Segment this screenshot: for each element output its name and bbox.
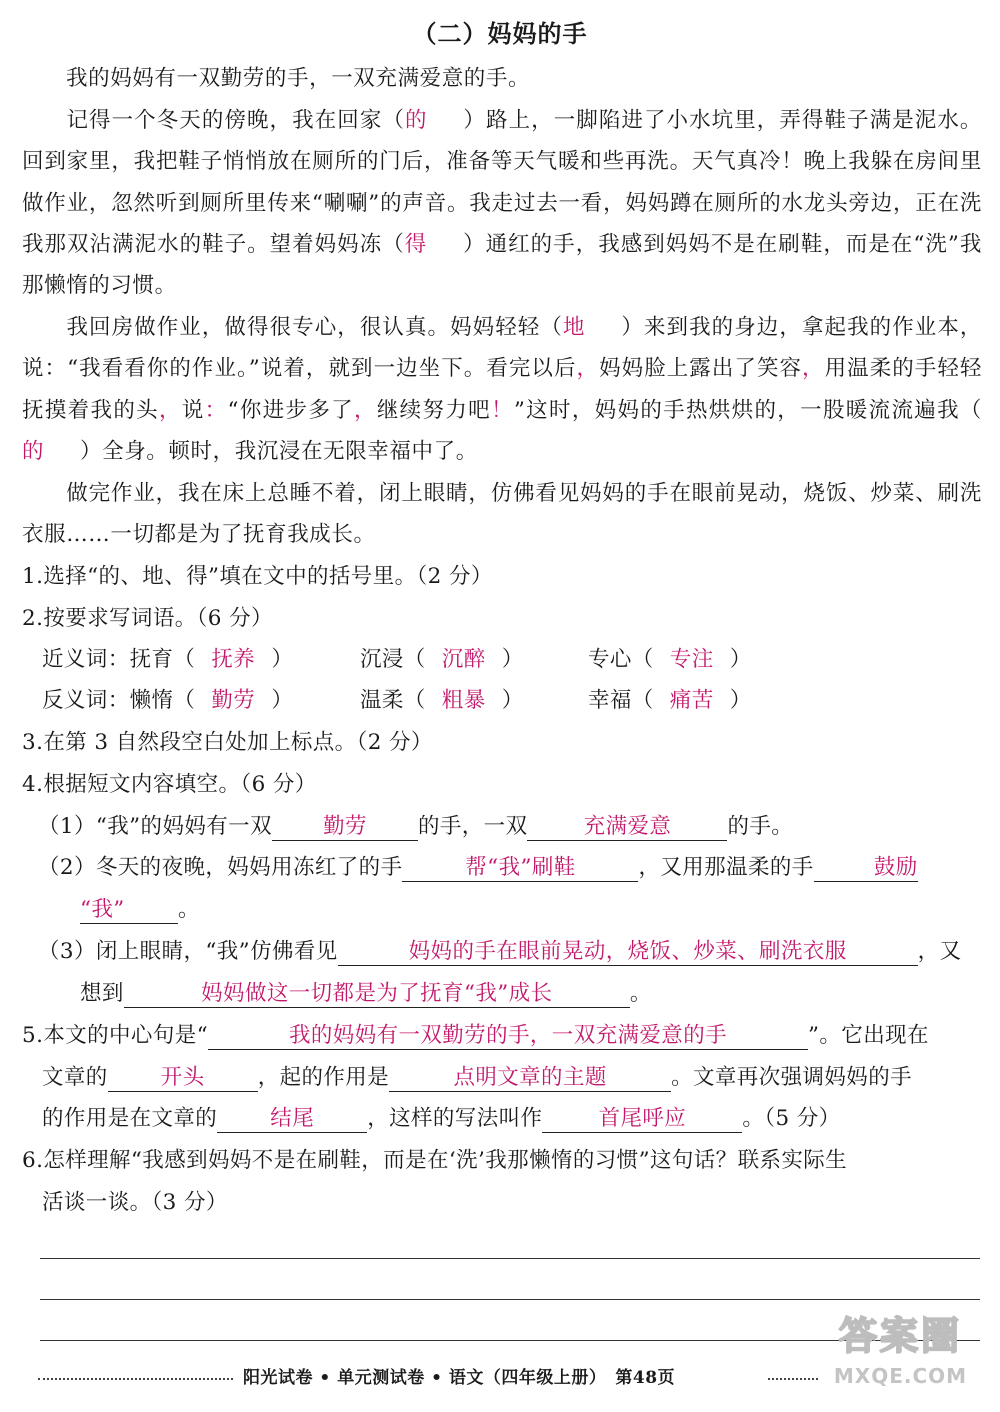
paragraph-4: 做完作业，我在床上总睡不着，闭上眼睛，仿佛看见妈妈的手在眼前晃动，烧饭、炒菜、刷洗衣服……一切都是为了抚育我成长。 (22, 481, 982, 548)
antonym-row-3: 幸福（ 痛苦 ） (588, 686, 752, 716)
answer-line: 勤劳 (272, 814, 418, 841)
answer-blank-de-2: 得 (404, 231, 427, 257)
answer-line: “我” (80, 897, 178, 924)
question-5-line-2: 文章的 开头 ，起的作用是 点明文章的主题 。文章再次强调妈妈的手 (42, 1065, 913, 1090)
synonym-row-3: 专心（ 专注 ） (588, 645, 752, 675)
punctuation-mark: ， (576, 356, 600, 382)
writing-line-2[interactable] (40, 1299, 980, 1300)
antonym-row-2: 温柔（ 粗暴 ） (360, 686, 524, 716)
footer-divider-left (38, 1378, 233, 1380)
footer-divider-right (768, 1378, 818, 1380)
antonym-row: 反义词：懒惰（ 勤劳 ） (42, 686, 293, 716)
question-5-line-3: 的作用是在文章的 结尾 ，这样的写法叫作 首尾呼应 。（5 分） (42, 1106, 841, 1131)
answer-line: 首尾呼应 (542, 1106, 742, 1133)
question-4-1: （1）“我”的妈妈有一双 勤劳 的手，一双 充满爱意 的手。 (38, 814, 794, 839)
answer-blank-de-3: 的 (22, 438, 45, 464)
antonym-answer-3: 痛苦 (669, 688, 714, 713)
question-6-cont: 活谈一谈。（3 分） (42, 1190, 228, 1215)
answer-blank-de-1: 的 (404, 108, 428, 133)
passage-title: （二）妈妈的手 (412, 20, 588, 48)
synonym-answer-1: 抚养 (211, 647, 256, 672)
answer-line: 鼓励 (814, 855, 918, 882)
watermark-logo (813, 1310, 988, 1405)
question-1: 1.选择“的、地、得”填在文中的括号里。（2 分） (22, 564, 493, 589)
answer-line: 开头 (108, 1065, 258, 1092)
question-6: 6.怎样理解“我感到妈妈不是在刷鞋，而是在‘洗’我那懒惰的习惯”这句话？联系实际生 (22, 1148, 848, 1173)
question-4-2-cont: “我” 。 (80, 897, 200, 922)
question-2: 2.按要求写词语。（6 分） (22, 606, 273, 631)
answer-line: 充满爱意 (527, 814, 727, 841)
synonym-answer-2: 沉醉 (441, 647, 486, 672)
answer-line: 妈妈的手在眼前晃动，烧饭、炒菜、刷洗衣服 (338, 939, 918, 966)
answer-blank-di: 地 (562, 315, 586, 340)
question-3: 3.在第 3 自然段空白处加上标点。（2 分） (22, 730, 433, 755)
punctuation-mark: ， (802, 356, 825, 382)
watermark-title: 答案圈 (838, 1314, 962, 1358)
answer-line: 帮“我”刷鞋 (402, 855, 638, 882)
answer-line: 点明文章的主题 (389, 1065, 671, 1092)
footer-text: 阳光试卷 • 单元测试卷 • 语文（四年级上册） 第48页 (243, 1368, 676, 1388)
writing-line-1[interactable] (40, 1258, 980, 1259)
synonym-row-2: 沉浸（ 沉醉 ） (360, 645, 524, 675)
answer-line: 妈妈做这一切都是为了抚育“我”成长 (124, 981, 630, 1008)
antonym-answer-2: 粗暴 (441, 688, 486, 713)
question-4-2: （2）冬天的夜晚，妈妈用冻红了的手 帮“我”刷鞋 ，又用那温柔的手 鼓励 (38, 855, 918, 880)
answer-line: 我的妈妈有一双勤劳的手，一双充满爱意的手 (208, 1023, 808, 1050)
antonym-answer-1: 勤劳 (211, 688, 256, 713)
paragraph-3: 我回房做作业，做得很专心，很认真。妈妈轻轻（地 ）来到我的身边，拿起我的作业本，说：“我看看你的作业。”说着，就到一边坐下。看完以后，妈妈脸上露出了笑容，用温柔的手轻轻抚摸着我的头，说：“你进步多了，继续努力吧！”这时，妈妈的手热烘烘的，一股暖流流遍我（的 ）全身。顿时，我沉浸在无限幸福中了。 (22, 307, 982, 472)
question-5: 5.本文的中心句是“ 我的妈妈有一双勤劳的手，一双充满爱意的手 ”。它出现在 (22, 1023, 929, 1048)
synonym-row: 近义词：抚育（ 抚养 ） (42, 645, 293, 675)
watermark-url: MXQE.COM (833, 1364, 968, 1388)
paragraph-1: 我的妈妈有一双勤劳的手，一双充满爱意的手。 (66, 66, 531, 91)
punctuation-mark: ！ (491, 397, 514, 423)
synonym-answer-3: 专注 (669, 647, 714, 672)
answer-line: 结尾 (217, 1106, 367, 1133)
question-4: 4.根据短文内容填空。（6 分） (22, 772, 317, 797)
paragraph-2: 记得一个冬天的傍晚，我在回家（的 ）路上，一脚陷进了小水坑里，弄得鞋子满是泥水。回到家里，我把鞋子悄悄放在厕所的门后，准备等天气暖和些再洗。天气真冷！晚上我躲在房间里做作业，忽然听到厕所里传来“唰唰”的声音。我走过去一看，妈妈蹲在厕所的水龙头旁边，正在洗我那双沾满泥水的鞋子。望着妈妈冻（得 ）通红的手，我感到妈妈不是在刷鞋，而是在“洗”我那懒惰的习惯。 (22, 100, 982, 306)
punctuation-mark: ， (354, 397, 377, 423)
punctuation-mark: ， (158, 397, 182, 423)
question-4-3-cont: 想到 妈妈做这一切都是为了抚育“我”成长 。 (80, 981, 652, 1006)
punctuation-mark: ： (204, 397, 228, 423)
question-4-3: （3）闭上眼睛，“我”仿佛看见 妈妈的手在眼前晃动，烧饭、炒菜、刷洗衣服 ，又 (38, 939, 962, 964)
